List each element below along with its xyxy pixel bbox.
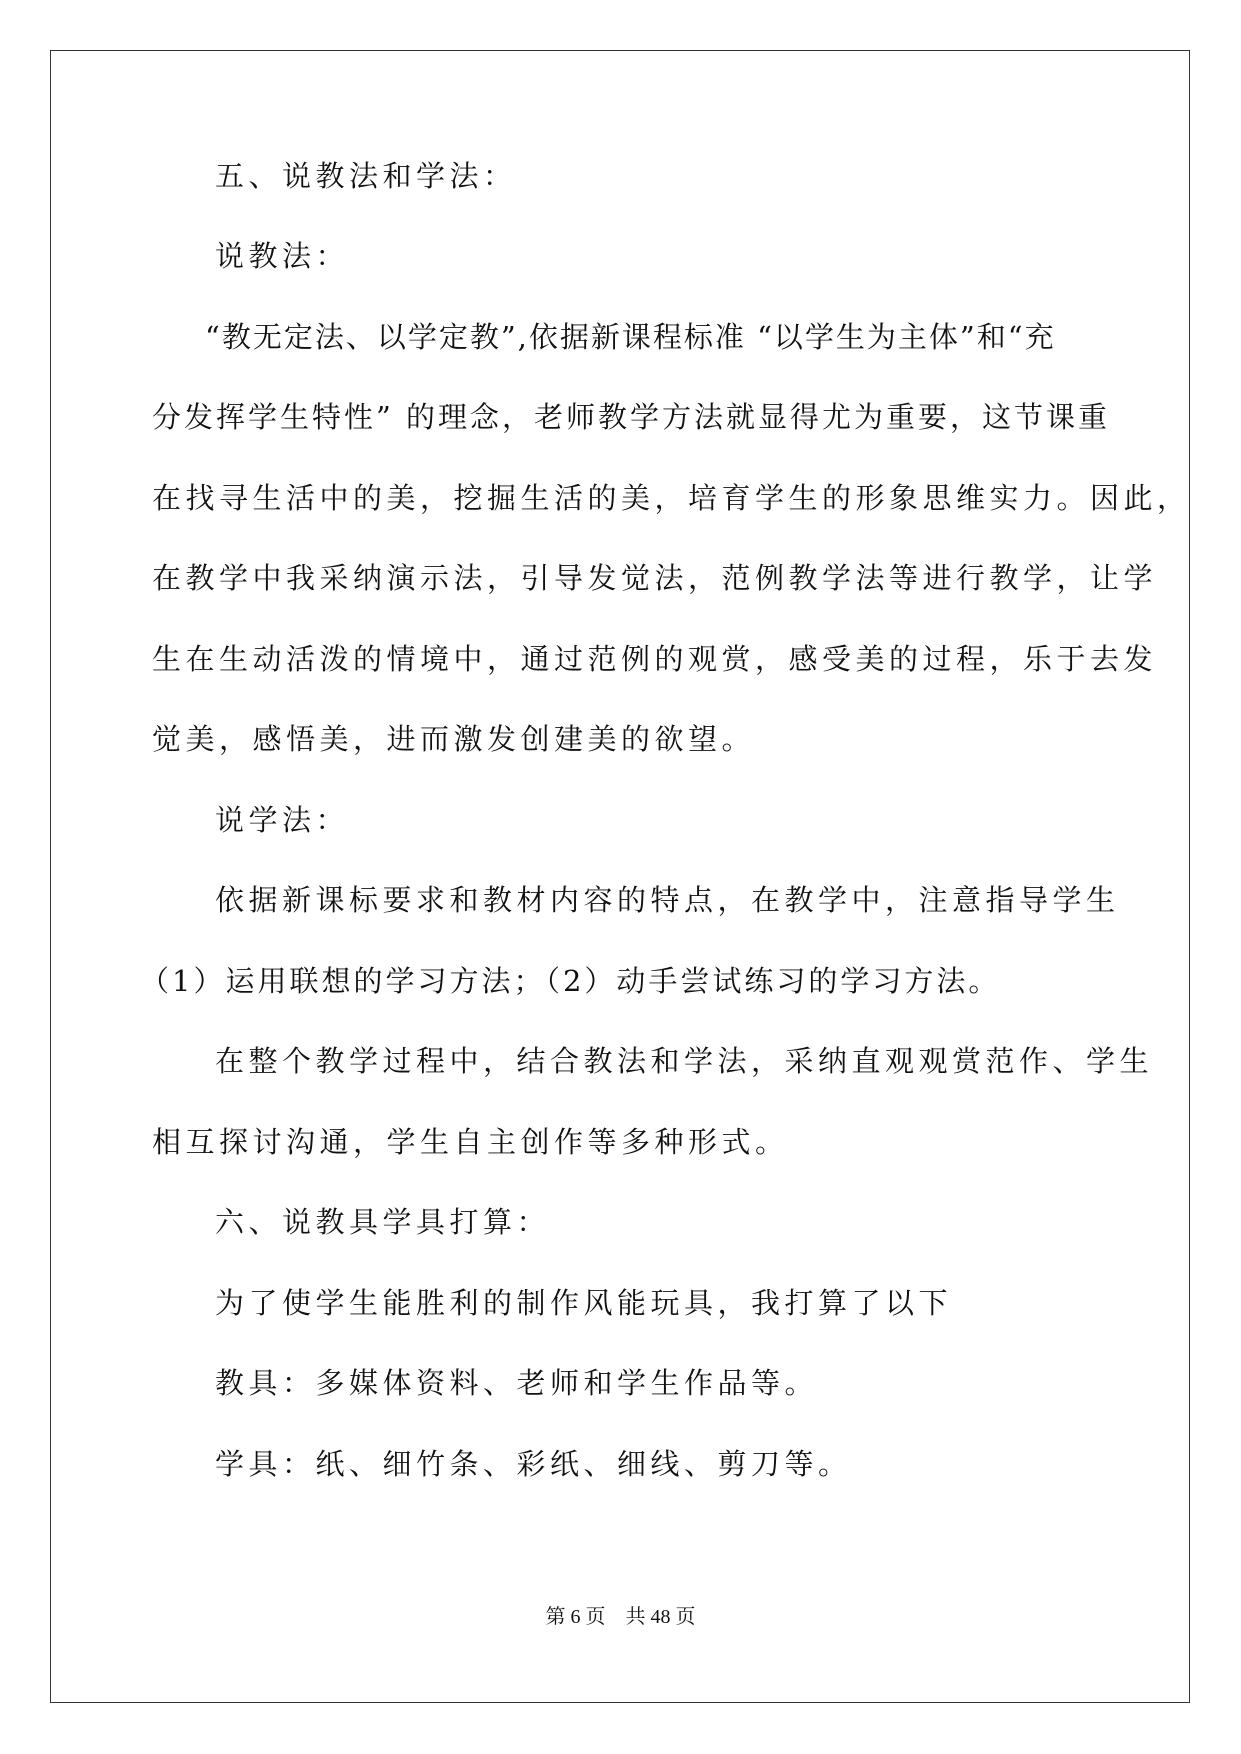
paragraph-line: 在找寻生活中的美，挖掘生活的美，培育学生的形象思维实力。因此， bbox=[152, 481, 1191, 515]
paragraph-line: （1）运用联想的学习方法；（2）动手尝试练习的学习方法。 bbox=[140, 964, 1001, 998]
paragraph-line: 生在生动活泼的情境中，通过范例的观赏，感受美的过程，乐于去发 bbox=[152, 642, 1158, 676]
paragraph-line: 在教学中我采纳演示法，引导发觉法，范例教学法等进行教学，让学 bbox=[152, 561, 1158, 595]
paragraph-line: “教无定法、以学定教”,依据新课程标准 “以学生为主体”和“充 bbox=[205, 320, 1056, 354]
paragraph-line: 为了使学生能胜利的制作风能玩具，我打算了以下 bbox=[215, 1286, 953, 1320]
paragraph-line: 相互探讨沟通，学生自主创作等多种形式。 bbox=[152, 1125, 789, 1159]
subheading-teaching-method: 说教法： bbox=[215, 239, 350, 273]
paragraph-line: 分发挥学生特性” 的理念，老师教学方法就显得尤为重要，这节课重 bbox=[152, 400, 1111, 434]
teaching-aids-line: 教具：多媒体资料、老师和学生作品等。 bbox=[215, 1366, 819, 1400]
paragraph-line: 依据新课标要求和教材内容的特点，在教学中，注意指导学生 bbox=[215, 883, 1120, 917]
subheading-learning-method: 说学法： bbox=[215, 803, 350, 837]
section-heading-teaching-aids: 六、说教具学具打算： bbox=[215, 1205, 551, 1239]
paragraph-line: 在整个教学过程中，结合教法和学法，采纳直观观赏范作、学生 bbox=[215, 1044, 1154, 1078]
page-number-footer: 第 6 页 共 48 页 bbox=[545, 1606, 696, 1628]
learning-aids-line: 学具：纸、细竹条、彩纸、细线、剪刀等。 bbox=[215, 1447, 852, 1481]
paragraph-line: 觉美，感悟美，进而激发创建美的欲望。 bbox=[152, 722, 756, 756]
section-heading-teaching-methods: 五、说教法和学法： bbox=[215, 159, 517, 193]
